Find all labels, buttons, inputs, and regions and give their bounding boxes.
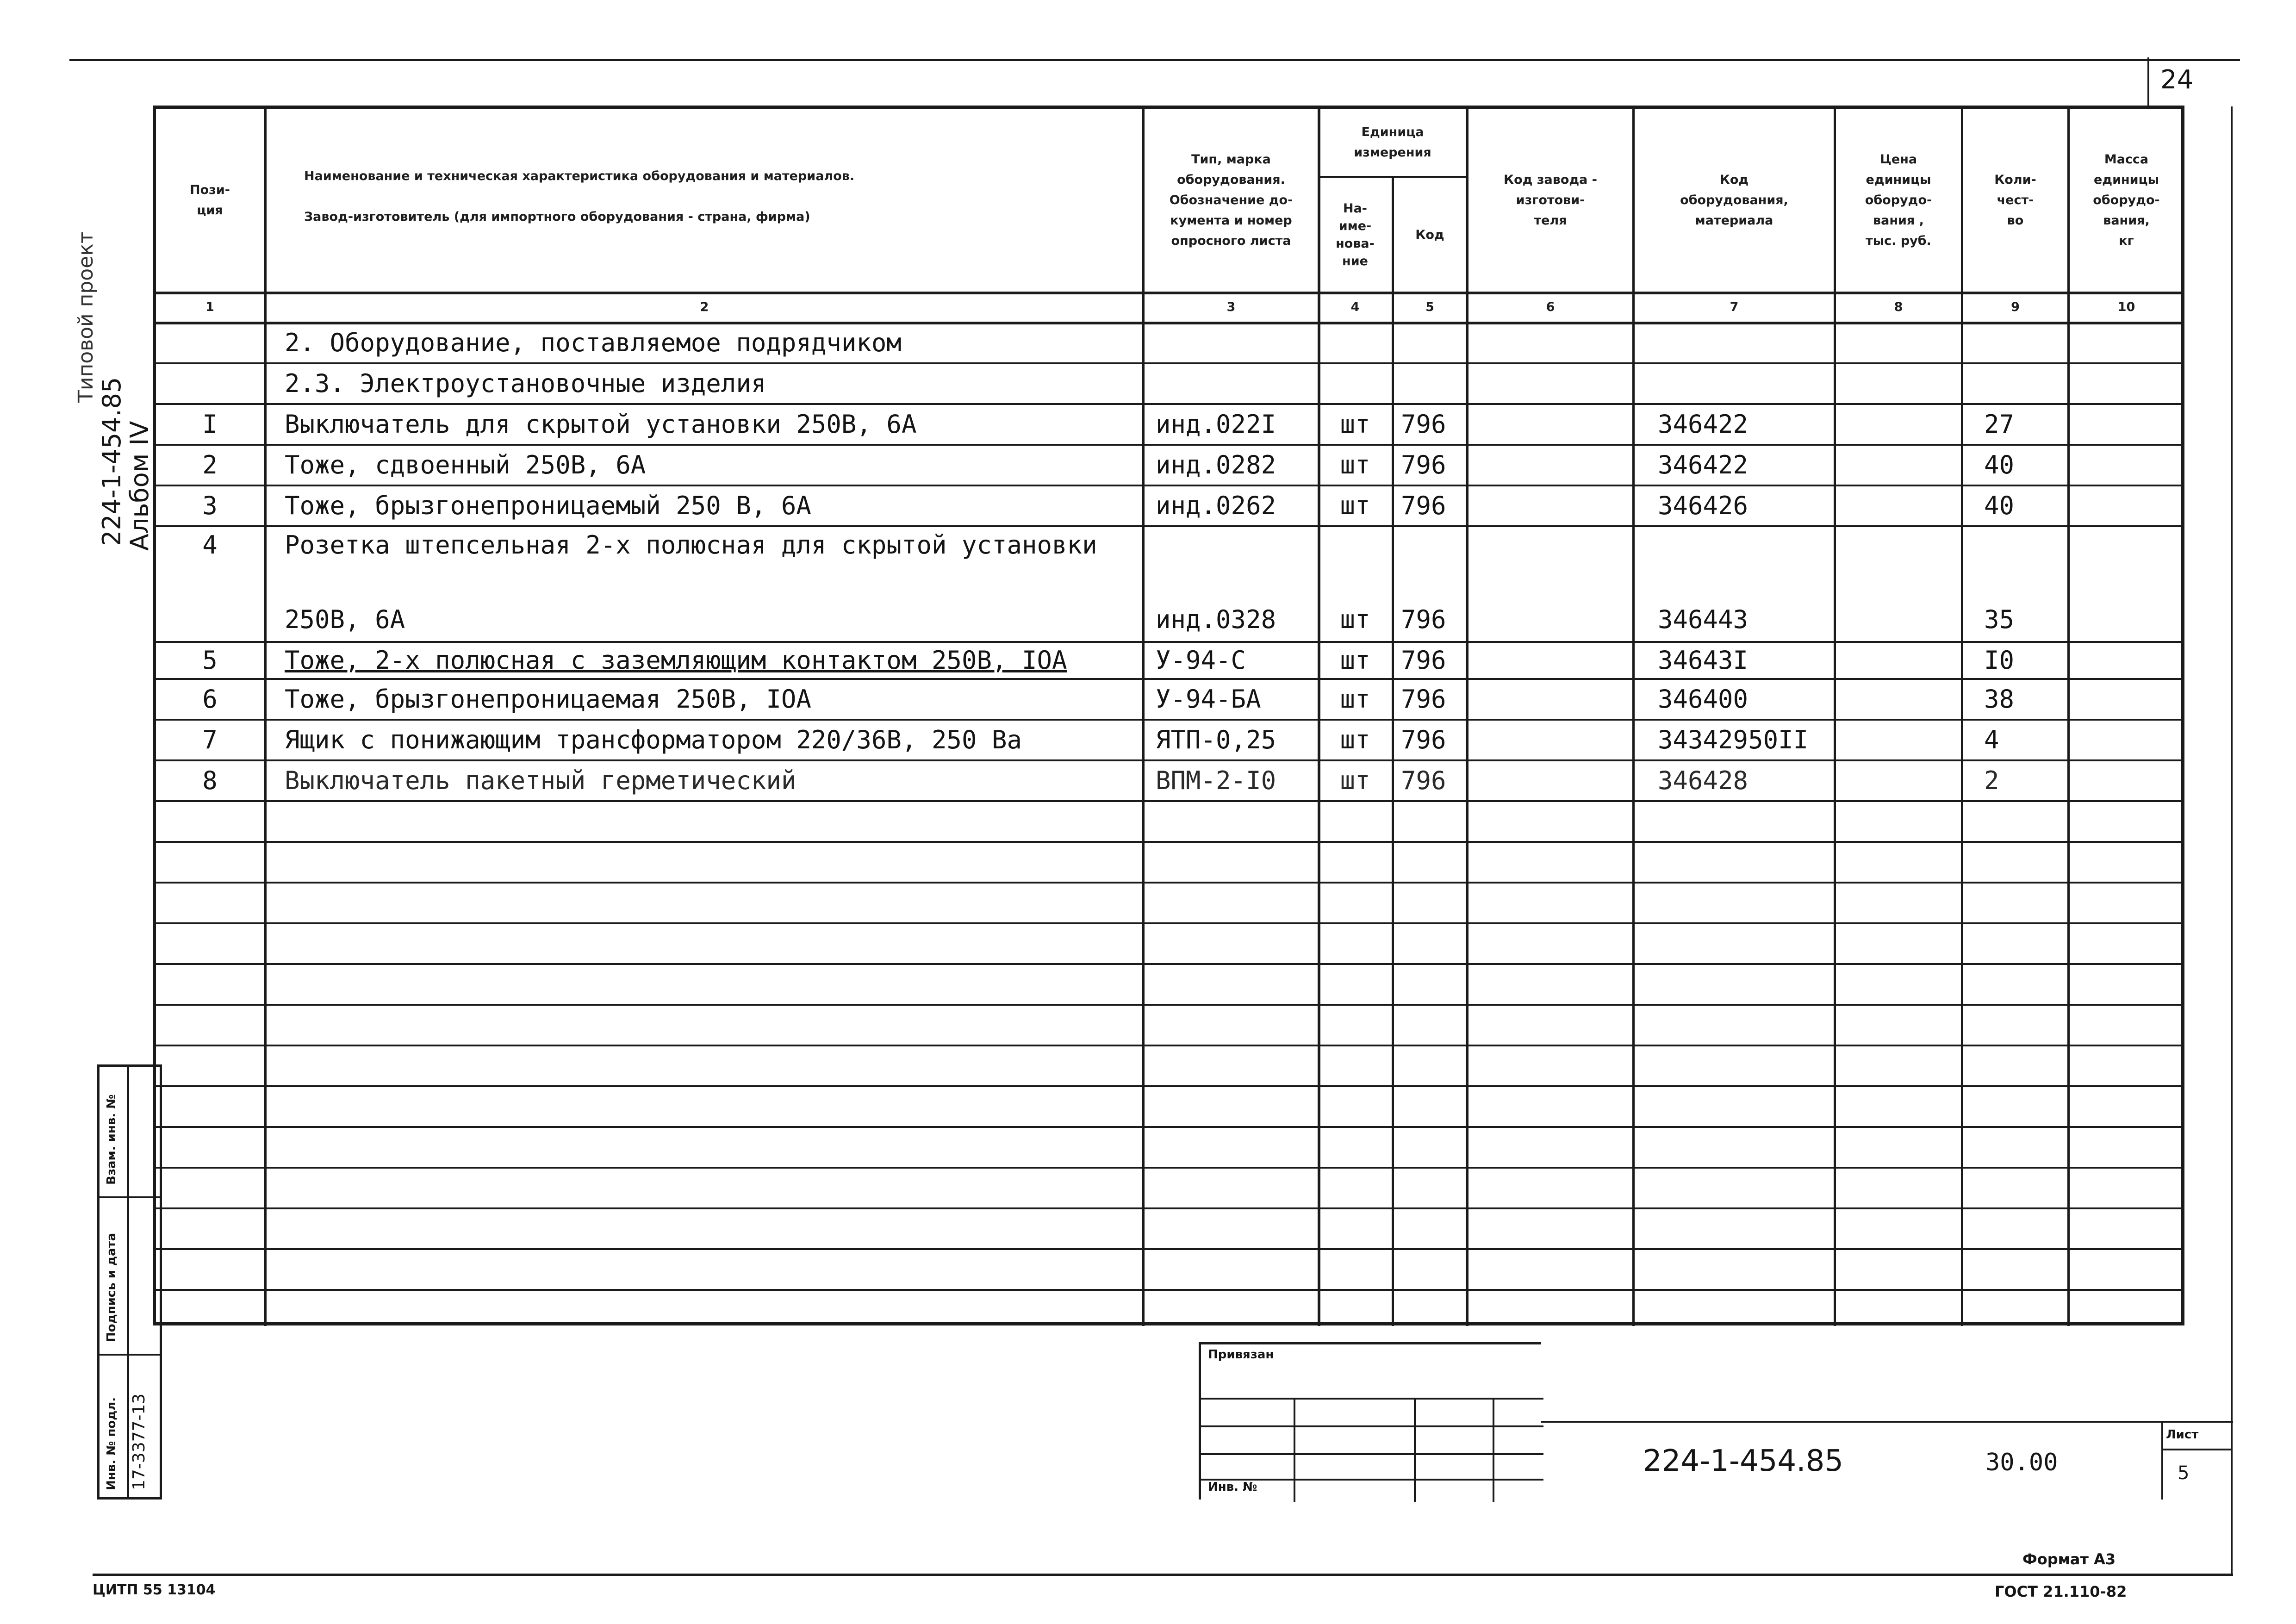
row-quantity: 27: [1984, 409, 2015, 439]
row-position: 6: [202, 684, 218, 714]
stamp-divider: [1541, 1421, 2233, 1423]
row-name: Тоже, брызгонепроницаемая 250В, IOA: [285, 684, 811, 714]
right-frame-line: [2231, 106, 2233, 1574]
row-line: [156, 1248, 2183, 1250]
row-unit-code: 796: [1401, 491, 1446, 520]
stamp-line: [1493, 1398, 1494, 1502]
stamp-line: [1201, 1453, 1543, 1455]
inv-original-label: Инв. № подл.: [105, 1397, 118, 1490]
binding-strip-row-line: [100, 1354, 160, 1356]
row-unit: шт: [1340, 450, 1370, 479]
row-equipment-code: 34643I: [1658, 645, 1748, 675]
unit-group-divider: [1319, 176, 1467, 178]
stamp-line: [1414, 1398, 1416, 1502]
colnum-8: 8: [1894, 300, 1903, 314]
row-position: 5: [202, 645, 218, 675]
row-position: 4: [202, 530, 218, 560]
header-plant-code: Код завода - изготови- теля: [1504, 172, 1597, 228]
colnum-1: 1: [205, 300, 214, 314]
row-unit-code: 796: [1401, 604, 1446, 634]
row-type: инд.0282: [1156, 450, 1276, 479]
row-unit-code: 796: [1401, 684, 1446, 714]
row-quantity: 4: [1984, 725, 1999, 754]
signature-date-label: Подпись и дата: [105, 1232, 118, 1342]
row-unit: шт: [1340, 409, 1370, 439]
page-number: 24: [2160, 65, 2194, 95]
row-equipment-code: 34342950II: [1658, 725, 1809, 754]
stamp-line: [1201, 1398, 1543, 1400]
section-title: 2. Оборудование, поставляемое подрядчиком: [285, 328, 902, 357]
top-frame-line: [69, 59, 2240, 61]
row-equipment-code: 346426: [1658, 491, 1748, 520]
sheet-box-line: [2161, 1449, 2231, 1450]
row-line: [156, 1004, 2183, 1006]
row-name: 250В, 6А: [285, 604, 405, 634]
row-position: 8: [202, 765, 218, 795]
header-type: Тип, марка оборудования. Обозначение до- кумента и номер опросного листа: [1169, 152, 1293, 248]
row-unit-code: 796: [1401, 645, 1446, 675]
header-quantity: Коли- чест- во: [1994, 172, 2036, 228]
row-name: Тоже, сдвоенный 250В, 6А: [285, 450, 646, 479]
row-unit-code: 796: [1401, 450, 1446, 479]
bottom-frame-line: [93, 1574, 2233, 1576]
header-unit-name: На- име- нова- ние: [1336, 201, 1375, 268]
binding-strip-divider: [127, 1067, 129, 1497]
colnum-2: 2: [700, 300, 709, 314]
row-line: [156, 800, 2183, 802]
colnum-3: 3: [1226, 300, 1236, 314]
row-name: Тоже, брызгонепроницаемый 250 В, 6А: [285, 491, 811, 520]
header-equipment-code: Код оборудования, материала: [1680, 172, 1788, 228]
row-type: инд.0328: [1156, 604, 1276, 634]
row-name: Выключатель пакетный герметический: [285, 765, 796, 795]
header-position: Пози- ция: [190, 182, 230, 218]
row-equipment-code: 346422: [1658, 409, 1748, 439]
row-quantity: 40: [1984, 491, 2015, 520]
header-unit-code: Код: [1415, 227, 1444, 242]
row-line: [156, 1289, 2183, 1291]
row-name: Выключатель для скрытой установки 250В, 6А: [285, 409, 917, 439]
row-name: Розетка штепсельная 2-х полюсная для скрытой установки: [285, 530, 1097, 560]
row-name: Ящик с понижающим трансформатором 220/36В, 250 Ва: [285, 725, 1022, 754]
sheet-number: 5: [2178, 1462, 2190, 1484]
row-type: У-94-С: [1156, 645, 1246, 675]
row-line: [156, 1085, 2183, 1087]
subsection-title: 2.3. Электроустановочные изделия: [285, 368, 766, 398]
row-position: 2: [202, 450, 218, 479]
row-unit: шт: [1340, 684, 1370, 714]
row-quantity: I0: [1984, 645, 2015, 675]
privyazan-label: Привязан: [1208, 1348, 1274, 1362]
row-quantity: 38: [1984, 684, 2015, 714]
row-unit-code: 796: [1401, 409, 1446, 439]
sheet-box-line: [2161, 1421, 2163, 1500]
colnum-6: 6: [1546, 300, 1555, 314]
row-unit: шт: [1340, 725, 1370, 754]
margin-project-code: 224-1-454.85: [97, 377, 126, 546]
sheet-label: Лист: [2166, 1428, 2199, 1442]
colnum-5: 5: [1425, 300, 1434, 314]
row-type: инд.022I: [1156, 409, 1276, 439]
colnum-7: 7: [1730, 300, 1739, 314]
row-quantity: 35: [1984, 604, 2015, 634]
row-line: [156, 963, 2183, 965]
row-equipment-code: 346443: [1658, 604, 1748, 634]
cipher-label: ЦИТП 55 13104: [93, 1582, 216, 1598]
row-unit: шт: [1340, 604, 1370, 634]
row-type: У-94-БА: [1156, 684, 1261, 714]
document-code: 224-1-454.85: [1643, 1444, 1843, 1478]
row-unit: шт: [1340, 645, 1370, 675]
row-position: 3: [202, 491, 218, 520]
row-unit-code: 796: [1401, 765, 1446, 795]
row-line: [156, 1045, 2183, 1046]
gost-label: ГОСТ 21.110-82: [1995, 1583, 2127, 1600]
specification-table: [153, 106, 2184, 1325]
stamp-line: [1294, 1398, 1295, 1502]
format-label: Формат А3: [2022, 1550, 2116, 1568]
row-line: [156, 1167, 2183, 1169]
vzam-inv-label: Взам. инв. №: [105, 1094, 118, 1185]
row-line: [156, 922, 2183, 924]
colnum-10: 10: [2117, 300, 2135, 314]
row-position: 7: [202, 725, 218, 754]
colnum-9: 9: [2011, 300, 2020, 314]
inv-original-number: 17-3377-13: [130, 1393, 149, 1490]
row-equipment-code: 346428: [1658, 765, 1748, 795]
row-line: [156, 1207, 2183, 1209]
row-line: [156, 882, 2183, 884]
row-type: ВПМ-2-I0: [1156, 765, 1276, 795]
margin-project-label: Типовой проект: [74, 231, 98, 403]
margin-album: Альбом IV: [125, 421, 154, 551]
row-quantity: 40: [1984, 450, 2015, 479]
row-position: I: [202, 409, 218, 439]
colnum-4: 4: [1350, 300, 1360, 314]
col-line: [1392, 176, 1394, 1326]
row-unit-code: 796: [1401, 725, 1446, 754]
row-name: Тоже, 2-х полюсная с заземляющим контактом 250В, IOA: [285, 645, 1067, 675]
stamp-line: [1201, 1425, 1543, 1427]
row-line: [156, 841, 2183, 843]
header-mass: Масса единицы оборудо- вания, кг: [2093, 152, 2160, 248]
row-equipment-code: 346422: [1658, 450, 1748, 479]
row-type: инд.0262: [1156, 491, 1276, 520]
stamp-inv-label: Инв. №: [1208, 1480, 1257, 1494]
row-unit: шт: [1340, 491, 1370, 520]
row-equipment-code: 346400: [1658, 684, 1748, 714]
row-type: ЯТП-0,25: [1156, 725, 1276, 754]
page-number-box-line: [2147, 57, 2149, 108]
stamp-block: [1199, 1342, 1541, 1500]
row-quantity: 2: [1984, 765, 1999, 795]
sheet-code: 30.00: [1985, 1449, 2058, 1476]
header-unit-group: Единица измерения: [1354, 124, 1431, 160]
binding-strip-row-line: [100, 1196, 160, 1198]
header-name: Наименование и техническая характеристика оборудования и материалов. Завод-изготовитель (для импортного оборудования - страна, фирма): [304, 169, 855, 224]
row-line: [156, 1126, 2183, 1128]
header-unit-price: Цена единицы оборудо- вания , тыс. руб.: [1865, 152, 1932, 248]
row-unit: шт: [1340, 765, 1370, 795]
